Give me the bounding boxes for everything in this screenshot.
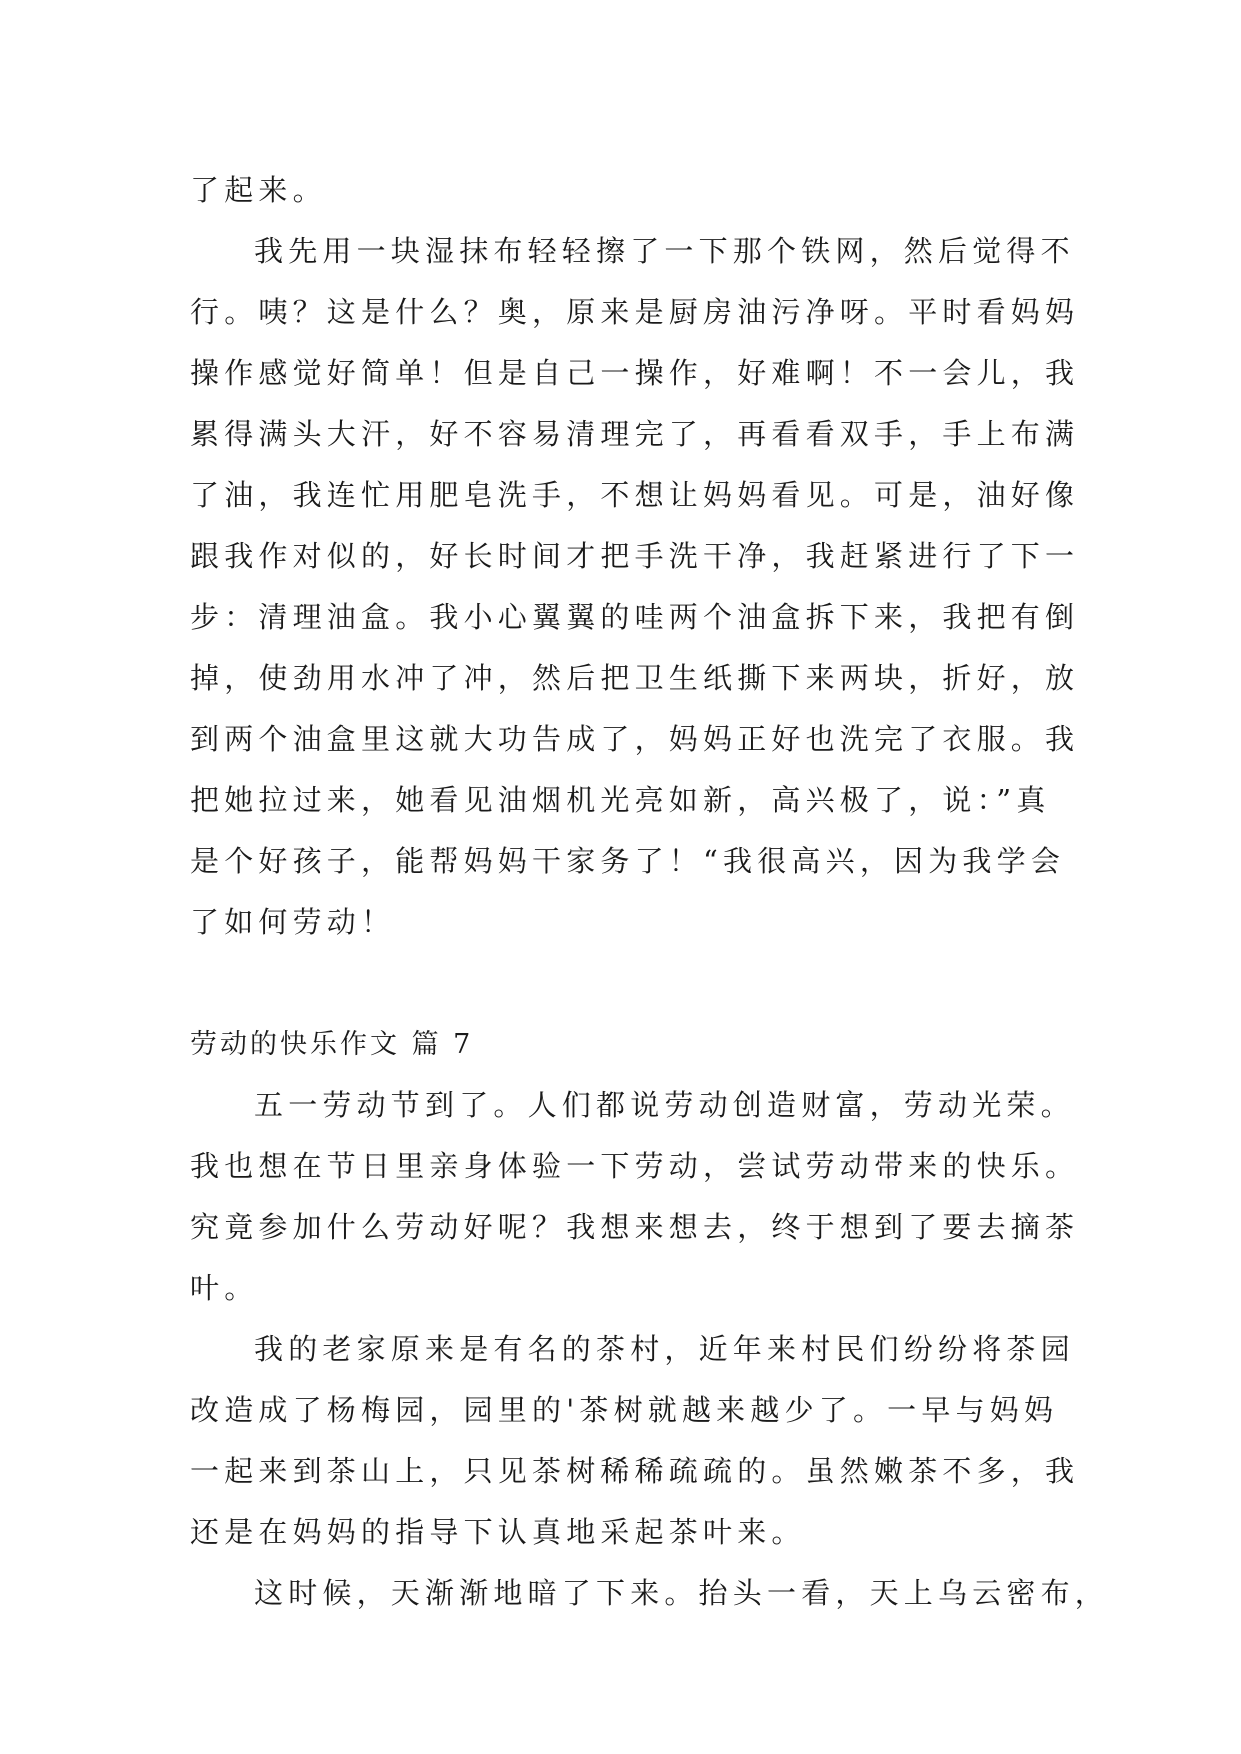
text-line: 操作感觉好简单！但是自己一操作，好难啊！不一会儿，我 bbox=[190, 356, 1080, 390]
text-line: 我先用一块湿抹布轻轻擦了一下那个铁网，然后觉得不 bbox=[254, 234, 1075, 268]
text-line: 叶。 bbox=[190, 1271, 259, 1305]
section-heading: 劳动的快乐作文 篇 7 bbox=[190, 1029, 474, 1060]
text-line: 究竟参加什么劳动好呢？我想来想去，终于想到了要去摘茶 bbox=[190, 1210, 1080, 1244]
paragraph-gap bbox=[190, 953, 1070, 1014]
text-line: 改造成了杨梅园，园里的'茶树就越来越少了。一早与妈妈 bbox=[190, 1393, 1059, 1427]
document-page bbox=[190, 160, 1110, 1624]
text-line: 五一劳动节到了。人们都说劳动创造财富，劳动光荣。 bbox=[254, 1088, 1075, 1122]
text-line: 是个好孩子，能帮妈妈干家务了！“我很高兴，因为我学会 bbox=[190, 844, 1066, 878]
text-line: 还是在妈妈的指导下认真地采起茶叶来。 bbox=[190, 1515, 806, 1549]
text-line: 我的老家原来是有名的茶村，近年来村民们纷纷将茶园 bbox=[254, 1332, 1075, 1366]
text-line: 了油，我连忙用肥皂洗手，不想让妈妈看见。可是，油好像 bbox=[190, 478, 1080, 512]
text-line: 把她拉过来，她看见油烟机光亮如新，高兴极了，说：”真 bbox=[190, 783, 1051, 817]
text-line: 掉，使劲用水冲了冲，然后把卫生纸撕下来两块，折好，放 bbox=[190, 661, 1080, 695]
text-line: 一起来到茶山上，只见茶树稀稀疏疏的。虽然嫩茶不多，我 bbox=[190, 1454, 1080, 1488]
text-line: 累得满头大汗，好不容易清理完了，再看看双手，手上布满 bbox=[190, 417, 1080, 451]
text-line: 了起来。 bbox=[190, 173, 327, 207]
text-line: 我也想在节日里亲身体验一下劳动，尝试劳动带来的快乐。 bbox=[190, 1149, 1080, 1183]
text-line: 了如何劳动！ bbox=[190, 905, 396, 939]
text-line: 行。咦？这是什么？奥，原来是厨房油污净呀。平时看妈妈 bbox=[190, 295, 1080, 329]
text-line: 到两个油盒里这就大功告成了，妈妈正好也洗完了衣服。我 bbox=[190, 722, 1080, 756]
text-line: 跟我作对似的，好长时间才把手洗干净，我赶紧进行了下一 bbox=[190, 539, 1080, 573]
text-line: 步：清理油盒。我小心翼翼的哇两个油盒拆下来，我把有倒 bbox=[190, 600, 1080, 634]
text-line: 这时候，天渐渐地暗了下来。抬头一看，天上乌云密布， bbox=[254, 1576, 1110, 1610]
